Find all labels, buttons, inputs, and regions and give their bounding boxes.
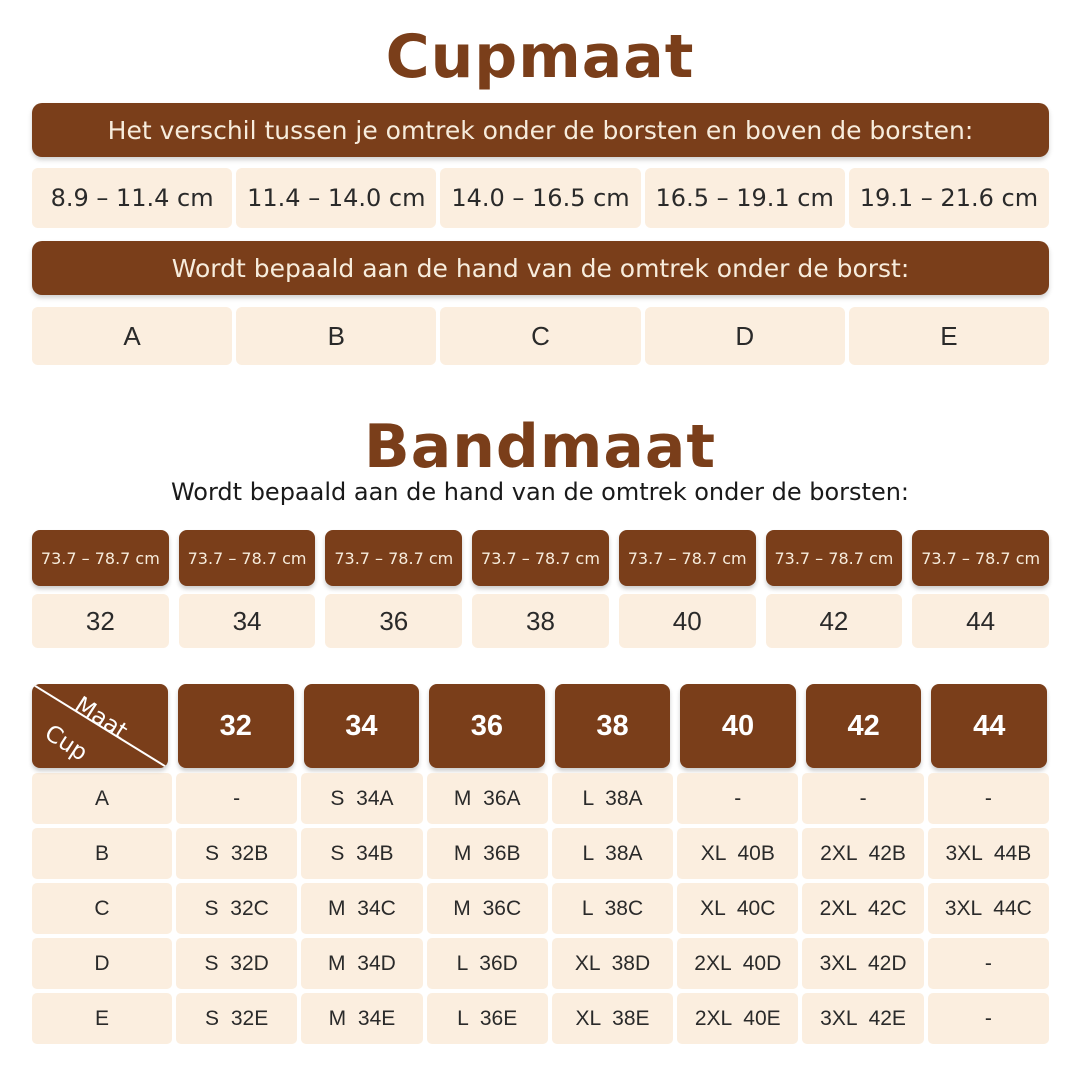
band-range-cell: 73.7 – 78.7 cm xyxy=(766,530,903,586)
table-cell: - xyxy=(176,773,297,824)
table-cell: 3XL 42D xyxy=(802,938,923,989)
table-row xyxy=(32,773,1049,824)
band-range-cell: 73.7 – 78.7 cm xyxy=(32,530,169,586)
cup-range-cell: 8.9 – 11.4 cm xyxy=(32,168,232,228)
band-ranges-row xyxy=(32,530,1049,586)
column-header: 32 xyxy=(178,684,294,768)
table-cell: L 36E xyxy=(427,993,548,1044)
cup-letter-cell: E xyxy=(849,307,1049,365)
table-cell: 2XL 42C xyxy=(802,883,923,934)
cup-ranges-row xyxy=(32,168,1049,228)
bandmaat-title: Bandmaat xyxy=(363,412,717,482)
size-table-corner xyxy=(32,684,168,768)
table-cell: - xyxy=(802,773,923,824)
table-cell: S 34A xyxy=(301,773,422,824)
band-size-cell: 44 xyxy=(912,594,1049,648)
cup-letters-row xyxy=(32,307,1049,365)
band-range-cell: 73.7 – 78.7 cm xyxy=(619,530,756,586)
table-cell: M 36A xyxy=(427,773,548,824)
band-range-cell: 73.7 – 78.7 cm xyxy=(472,530,609,586)
cup-range-cell: 14.0 – 16.5 cm xyxy=(440,168,640,228)
table-cell: M 36C xyxy=(427,883,548,934)
cupmaat-title: Cupmaat xyxy=(385,22,695,92)
table-cell: L 38A xyxy=(552,828,673,879)
row-cup-label: D xyxy=(32,938,172,989)
band-size-cell: 38 xyxy=(472,594,609,648)
table-cell: XL 38E xyxy=(552,993,673,1044)
cup-letter-cell: B xyxy=(236,307,436,365)
table-cell: - xyxy=(677,773,798,824)
row-cup-label: C xyxy=(32,883,172,934)
table-cell: M 34C xyxy=(301,883,422,934)
table-cell: L 38C xyxy=(552,883,673,934)
table-cell: - xyxy=(928,993,1049,1044)
cup-letter-cell: C xyxy=(440,307,640,365)
column-header: 44 xyxy=(931,684,1047,768)
cup-letter-cell: A xyxy=(32,307,232,365)
cup-range-cell: 19.1 – 21.6 cm xyxy=(849,168,1049,228)
column-header: 34 xyxy=(304,684,420,768)
corner-label-maat: Maat xyxy=(69,692,132,745)
table-cell: - xyxy=(928,773,1049,824)
row-cup-label: B xyxy=(32,828,172,879)
column-header: 42 xyxy=(806,684,922,768)
table-cell: S 34B xyxy=(301,828,422,879)
table-cell: 3XL 44C xyxy=(928,883,1049,934)
band-size-cell: 34 xyxy=(179,594,316,648)
band-range-cell: 73.7 – 78.7 cm xyxy=(179,530,316,586)
table-cell: S 32D xyxy=(176,938,297,989)
band-size-cell: 40 xyxy=(619,594,756,648)
band-size-cell: 32 xyxy=(32,594,169,648)
table-cell: 2XL 40D xyxy=(677,938,798,989)
cup-difference-heading: Het verschil tussen je omtrek onder de borsten en boven de borsten: xyxy=(32,103,1049,157)
table-cell: - xyxy=(928,938,1049,989)
cup-range-cell: 16.5 – 19.1 cm xyxy=(645,168,845,228)
row-cup-label: E xyxy=(32,993,172,1044)
column-header: 40 xyxy=(680,684,796,768)
bandmaat-subtitle: Wordt bepaald aan de hand van de omtrek onder de borsten: xyxy=(170,478,910,506)
table-cell: S 32C xyxy=(176,883,297,934)
table-cell: L 38A xyxy=(552,773,673,824)
cup-range-cell: 11.4 – 14.0 cm xyxy=(236,168,436,228)
table-cell: S 32B xyxy=(176,828,297,879)
size-table xyxy=(32,684,1049,1048)
table-cell: 3XL 42E xyxy=(802,993,923,1044)
band-size-cell: 36 xyxy=(325,594,462,648)
cup-letter-cell: D xyxy=(645,307,845,365)
table-cell: 2XL 40E xyxy=(677,993,798,1044)
size-table-body xyxy=(32,773,1049,1044)
size-table-header xyxy=(32,684,1047,768)
table-row xyxy=(32,938,1049,989)
band-size-cell: 42 xyxy=(766,594,903,648)
table-cell: 3XL 44B xyxy=(928,828,1049,879)
table-row xyxy=(32,883,1049,934)
column-header: 36 xyxy=(429,684,545,768)
row-cup-label: A xyxy=(32,773,172,824)
table-cell: S 32E xyxy=(176,993,297,1044)
corner-label-cup: Cup xyxy=(39,720,92,767)
table-cell: XL 40C xyxy=(677,883,798,934)
table-cell: XL 40B xyxy=(677,828,798,879)
cup-letters-heading: Wordt bepaald aan de hand van de omtrek onder de borst: xyxy=(32,241,1049,295)
table-row xyxy=(32,828,1049,879)
band-range-cell: 73.7 – 78.7 cm xyxy=(912,530,1049,586)
table-cell: M 34E xyxy=(301,993,422,1044)
table-row xyxy=(32,993,1049,1044)
band-range-cell: 73.7 – 78.7 cm xyxy=(325,530,462,586)
table-cell: XL 38D xyxy=(552,938,673,989)
table-cell: 2XL 42B xyxy=(802,828,923,879)
table-cell: L 36D xyxy=(427,938,548,989)
column-header: 38 xyxy=(555,684,671,768)
table-cell: M 36B xyxy=(427,828,548,879)
table-cell: M 34D xyxy=(301,938,422,989)
band-sizes-row xyxy=(32,594,1049,648)
